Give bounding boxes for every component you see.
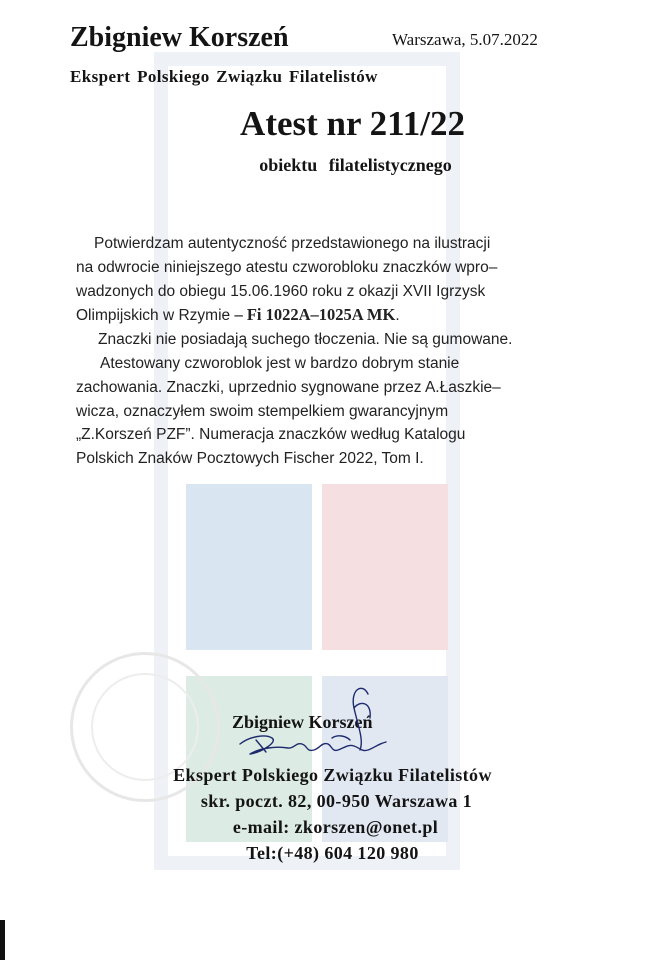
body-line: „Z.Korszeń PZF”. Numeracja znaczków według Katalogu xyxy=(76,426,466,444)
place-date: Warszawa, 5.07.2022 xyxy=(392,30,538,49)
body-text-segment: Olimpijskich w Rzymie xyxy=(76,307,235,325)
certificate-title: Atest nr 211/22 xyxy=(240,104,465,143)
body-line: Atestowany czworoblok jest w bardzo dobrym stanie xyxy=(100,354,460,372)
body-line: Znaczki nie posiadają suchego tłoczenia. Nie są gumowane. xyxy=(98,331,513,349)
footer-email: e-mail: zkorszen@onet.pl xyxy=(232,817,439,837)
signatory-name: Zbigniew Korszeń xyxy=(232,712,373,732)
reverse-stamp-ghost xyxy=(322,484,448,650)
body-line: wadzonych do obiegu 15.06.1960 roku z okazji XVII Igrzysk xyxy=(76,282,486,300)
footer-expert-title: Ekspert Polskiego Związku Filatelistów xyxy=(173,765,492,785)
body-line: zachowania. Znaczki, uprzednio sygnowane przez A.Łaszkie– xyxy=(76,378,501,396)
certificate-body xyxy=(76,232,556,471)
body-line: wicza, oznaczyłem swoim stempelkiem gwarancyjnym xyxy=(76,402,449,420)
body-line: na odwrocie niniejszego atestu czworobloku znaczków wpro– xyxy=(76,258,498,276)
body-text-segment: . xyxy=(395,307,400,325)
footer-address: skr. poczt. 82, 00-950 Warszawa 1 xyxy=(200,791,473,811)
body-line: Potwierdzam autentyczność przedstawionego na ilustracji xyxy=(94,235,491,252)
body-line xyxy=(76,303,556,328)
footer-phone: Tel:(+48) 604 120 980 xyxy=(246,843,419,863)
expert-title: Ekspert Polskiego Związku Filatelistów xyxy=(70,67,378,86)
catalog-number: – Fi 1022A–1025A MK xyxy=(234,305,396,325)
body-line: Polskich Znaków Pocztowych Fischer 2022, Tom I. xyxy=(76,450,424,468)
author-name: Zbigniew Korszeń xyxy=(70,22,289,53)
scan-edge xyxy=(0,920,5,960)
handwritten-signature xyxy=(236,678,396,768)
reverse-stamp-ghost xyxy=(186,484,312,650)
certificate-subtitle: obiektu filatelistycznego xyxy=(259,155,452,175)
